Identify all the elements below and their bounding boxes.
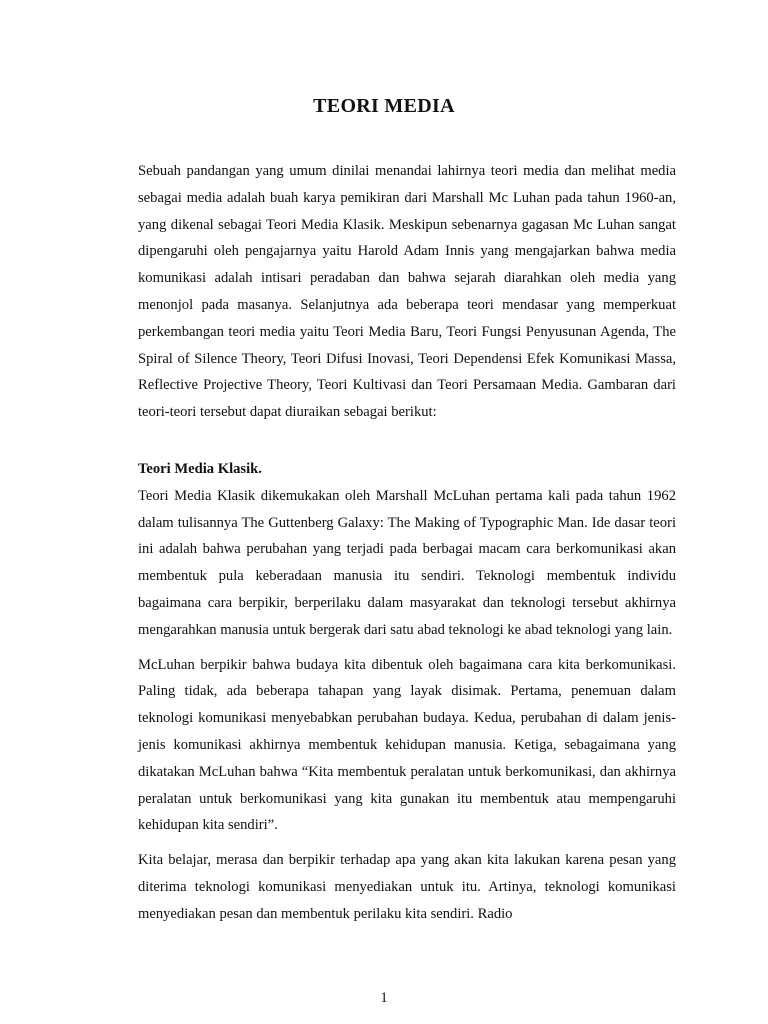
document-body	[138, 158, 676, 928]
page-title: TEORI MEDIA	[313, 95, 455, 117]
page-number: 1	[380, 990, 388, 1006]
section-paragraph: Kita belajar, merasa dan berpikir terhadap apa yang akan kita lakukan karena pesan yang diterima teknologi komunikasi menyediakan untuk itu. Artinya, teknologi komunikasi menyediakan pesan dan membentuk perilaku kita sendiri. Radio	[138, 852, 676, 922]
section-heading: Teori Media Klasik.	[138, 460, 262, 477]
section-paragraph: Teori Media Klasik dikemukakan oleh Marshall McLuhan pertama kali pada tahun 1962 dalam tulisannya The Guttenberg Galaxy: The Making of Typographic Man. Ide dasar teori ini adalah bahwa perubahan yang terjadi pada berbagai macam cara berkomunikasi akan membentuk pula keberadaan manusia itu sendiri. Teknologi membentuk individu bagaimana cara berpikir, berperilaku dalam masyarakat dan teknologi tersebut akhirnya mengarahkan manusia untuk bergerak dari satu abad teknologi ke abad teknologi yang lain.	[138, 487, 676, 638]
intro-paragraph: Sebuah pandangan yang umum dinilai menandai lahirnya teori media dan melihat media sebagai media adalah buah karya pemikiran dari Marshall Mc Luhan pada tahun 1960-an, yang dikenal sebagai Teori Media Klasik. Meskipun sebenarnya gagasan Mc Luhan sangat dipengaruhi oleh pengajarnya yaitu Harold Adam Innis yang mengajarkan bahwa media komunikasi adalah intisari peradaban dan bahwa sejarah diarahkan oleh media yang menonjol pada masanya. Selanjutnya ada beberapa teori mendasar yang memperkuat perkembangan teori media yaitu Teori Media Baru, Teori Fungsi Penyusunan Agenda, The Spiral of Silence Theory, Teori Difusi Inovasi, Teori Dependensi Efek Komunikasi Massa, Reflective Projective Theory, Teori Kultivasi dan Teori Persamaan Media. Gambaran dari teori-teori tersebut dapat diuraikan sebagai berikut:	[138, 163, 676, 421]
section-paragraph: McLuhan berpikir bahwa budaya kita dibentuk oleh bagaimana cara kita berkomunikasi. Paling tidak, ada beberapa tahapan yang layak disimak. Pertama, penemuan dalam teknologi komunikasi menyebabkan perubahan budaya. Kedua, perubahan di dalam jenis-jenis komunikasi akhirnya membentuk kehidupan manusia. Ketiga, sebagaimana yang dikatakan McLuhan bahwa “Kita membentuk peralatan untuk berkomunikasi, dan akhirnya peralatan untuk berkomunikasi yang kita gunakan itu membentuk atau mempengaruhi kehidupan kita sendiri”.	[138, 656, 676, 834]
